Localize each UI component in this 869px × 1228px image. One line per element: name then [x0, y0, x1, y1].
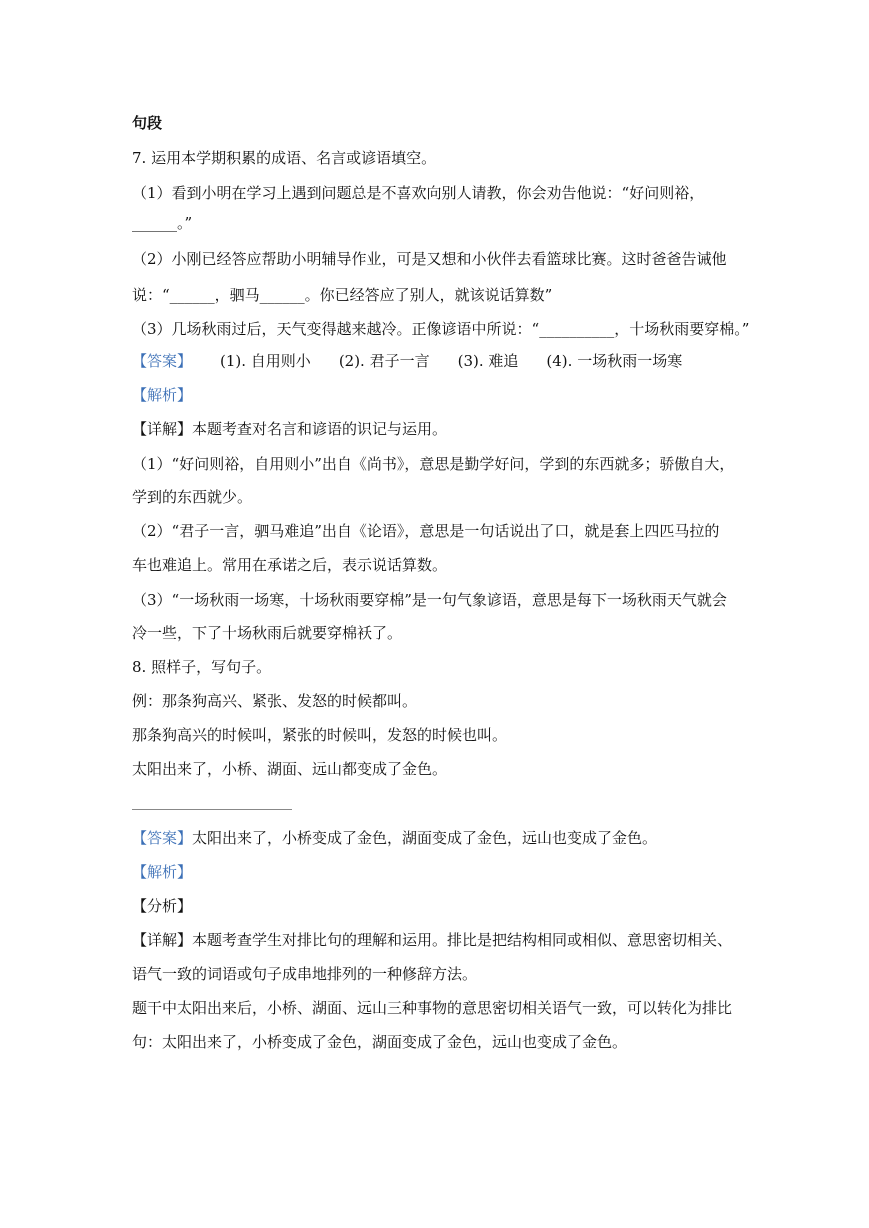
q7-explain3-line2: 冷一些，下了十场秋雨后就要穿棉袄了。: [132, 624, 403, 642]
q7-explain1-line2: 学到的东西就少。: [132, 488, 253, 506]
q7-detail-tag: 【详解】: [132, 420, 193, 438]
q8-detail-tag: 【详解】: [132, 931, 193, 949]
q7-analysis-tag: 【解析】: [132, 386, 193, 404]
q7-answer-tag: 【答案】: [132, 352, 193, 370]
q8-answer-text: 太阳出来了，小桥变成了金色，湖面变成了金色，远山也变成了金色。: [192, 829, 658, 847]
answer-blank-line: [132, 809, 292, 810]
q7-part1-line1: （1）看到小明在学习上遇到问题总是不喜欢向别人请教，你会劝告他说：“好问则裕，: [132, 184, 705, 202]
q8-detail-line1: 本题考查学生对排比句的理解和运用。排比是把结构相同或相似、意思密切相关、: [192, 931, 733, 949]
q8-prompt: 太阳出来了，小桥、湖面、远山都变成了金色。: [132, 760, 448, 778]
q8-detail-row1: [132, 929, 752, 951]
q7-explain1-line1: （1）“好问则裕，自用则小”出自《尚书》，意思是勤学好问，学到的东西就多；骄傲自大，: [132, 455, 735, 473]
q7-answer-3: (3). 难追: [457, 352, 519, 370]
q8-detail-line3: 题干中太阳出来后，小桥、湖面、远山三种事物的意思密切相关语气一致，可以转化为排比: [132, 999, 733, 1017]
q7-answer-4: (4). 一场秋雨一场寒: [546, 352, 683, 370]
q7-explain2-line1: （2）“君子一言，驷马难追”出自《论语》，意思是一句话说出了口，就是套上四匹马拉的: [132, 522, 720, 540]
q7-part2-line2: 说：“______，驷马______。你已经答应了别人，就该说话算数”: [132, 286, 553, 304]
q8-fenxi-tag: 【分析】: [132, 897, 193, 915]
q8-example-line1: 例：那条狗高兴、紧张、发怒的时候都叫。: [132, 692, 418, 710]
q8-example-line2: 那条狗高兴的时候叫，紧张的时候叫，发怒的时候也叫。: [132, 726, 508, 744]
q8-analysis-tag: 【解析】: [132, 863, 193, 881]
q7-part2-line1: （2）小刚已经答应帮助小明辅导作业，可是又想和小伙伴去看篮球比赛。这时爸爸告诫他: [132, 250, 727, 268]
q8-stem: 8. 照样子，写句子。: [132, 658, 272, 676]
q7-part3-line1: （3）几场秋雨过后，天气变得越来越冷。正像谚语中所说：“__________，十场秋雨要穿棉。”: [132, 320, 750, 338]
q8-detail-line2: 语气一致的词语或句子成串地排列的一种修辞方法。: [132, 965, 478, 983]
q7-answer-row: [132, 350, 752, 372]
q7-stem: 7. 运用本学期积累的成语、名言或谚语填空。: [132, 149, 437, 167]
q7-answer-2: (2). 君子一言: [338, 352, 430, 370]
section-title: 句段: [132, 114, 163, 132]
q8-answer-tag: 【答案】: [132, 829, 193, 847]
q8-detail-line4: 句：太阳出来了，小桥变成了金色，湖面变成了金色，远山也变成了金色。: [132, 1033, 628, 1051]
q7-explain2-line2: 车也难追上。常用在承诺之后，表示说话算数。: [132, 556, 448, 574]
q7-detail-text: 本题考查对名言和谚语的识记与运用。: [192, 420, 448, 438]
q7-detail-row: [132, 418, 752, 440]
q7-part1-line2: ______。”: [132, 214, 193, 232]
q7-answer-1: (1). 自用则小: [220, 352, 311, 370]
q7-explain3-line1: （3）“一场秋雨一场寒，十场秋雨要穿棉”是一句气象谚语，意思是每下一场秋雨天气就会: [132, 591, 727, 609]
q8-answer-row: [132, 827, 752, 849]
